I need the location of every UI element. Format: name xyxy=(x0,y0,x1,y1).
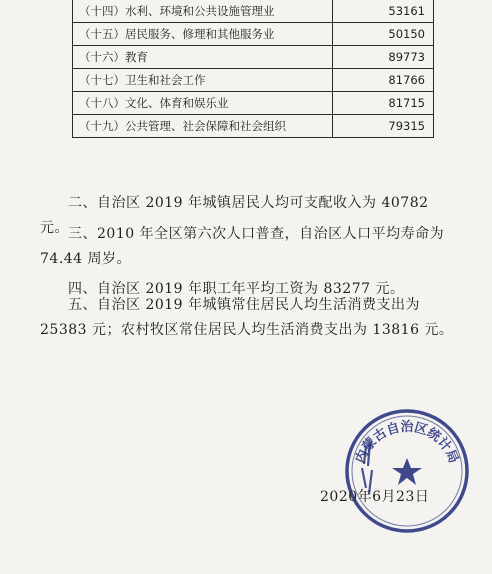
industry-wage-table xyxy=(72,0,434,138)
seal-text: 内蒙古自治区统计局 xyxy=(353,420,461,466)
paragraph-average-wage: 四、自治区 2019 年职工年平均工资为 83277 元。 xyxy=(68,281,405,297)
table-row xyxy=(73,46,434,69)
paragraph-consumption-line1: 五、自治区 2019 年城镇常住居民人均生活消费支出为 xyxy=(68,297,421,313)
industry-value: 81715 xyxy=(333,92,434,115)
industry-value: 79315 xyxy=(333,115,434,138)
industry-value: 89773 xyxy=(333,46,434,69)
paragraph-consumption xyxy=(40,293,460,343)
industry-value: 81766 xyxy=(333,69,434,92)
industry-name: （十六）教育 xyxy=(73,46,333,69)
table-row xyxy=(73,0,434,23)
industry-name: （十八）文化、体育和娱乐业 xyxy=(73,92,333,115)
paragraph-life-expectancy: 三、2010 年全区第六次人口普查，自治区人口平均寿命为 74.44 周岁。 xyxy=(40,226,445,267)
industry-name: （十四）水利、环境和公共设施管理业 xyxy=(73,0,333,23)
paragraph-consumption-line2: 25383 元；农村牧区常住居民人均生活消费支出为 13816 元。 xyxy=(40,322,454,338)
paragraph-urban-income: 二、自治区 2019 年城镇居民人均可支配收入为 40782 元。 xyxy=(40,195,429,236)
industry-name: （十五）居民服务、修理和其他服务业 xyxy=(73,23,333,46)
industry-value: 53161 xyxy=(333,0,434,23)
table-row xyxy=(73,23,434,46)
table-row xyxy=(73,92,434,115)
document-date: 2020年6月23日 xyxy=(320,489,430,505)
official-seal-icon xyxy=(342,406,472,536)
table-row xyxy=(73,69,434,92)
industry-name: （十七）卫生和社会工作 xyxy=(73,69,333,92)
table-row xyxy=(73,115,434,138)
industry-value: 50150 xyxy=(333,23,434,46)
industry-name: （十九）公共管理、社会保障和社会组织 xyxy=(73,115,333,138)
